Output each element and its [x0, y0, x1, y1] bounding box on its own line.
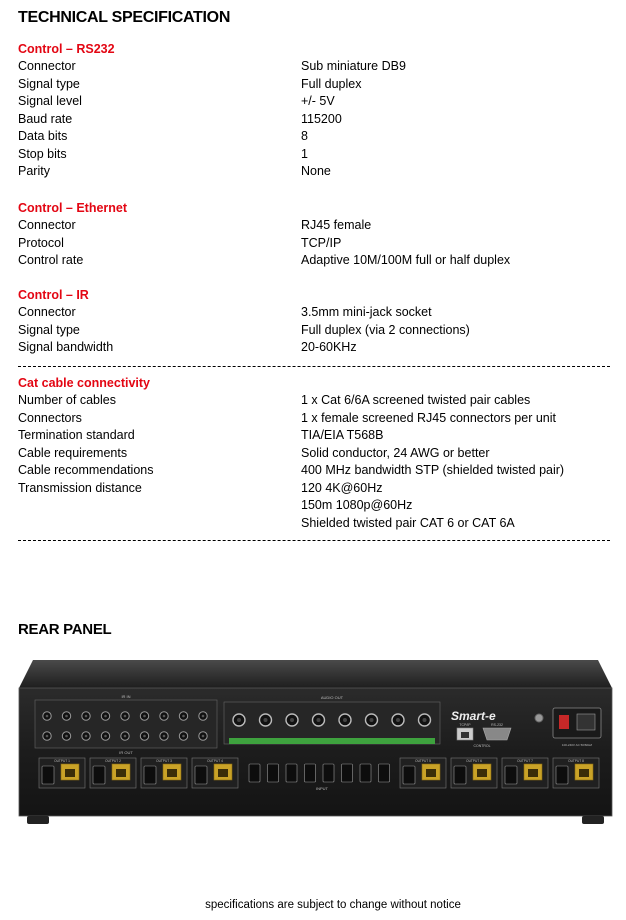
spec-value: Shielded twisted pair CAT 6 or CAT 6A	[301, 515, 515, 530]
hdmi-input-icon	[268, 764, 279, 782]
hdmi-input-icon	[249, 764, 260, 782]
spec-value: Full duplex (via 2 connections)	[301, 322, 470, 337]
rear-panel-title: REAR PANEL	[18, 621, 112, 638]
hdmi-port-icon	[42, 766, 54, 784]
spec-key: Connector	[18, 59, 76, 73]
chassis-top	[19, 660, 612, 688]
section-title: Control – IR	[18, 288, 89, 302]
footer-note: specifications are subject to change without notice	[205, 899, 461, 911]
spec-value: RJ45 female	[301, 218, 372, 232]
section-ethernet	[18, 200, 610, 270]
spec-key: Control rate	[18, 253, 84, 267]
spec-key: Protocol	[18, 235, 64, 250]
output-label: OUTPUT 1	[54, 759, 70, 763]
output-label: OUTPUT 7	[517, 759, 533, 763]
output-label: OUTPUT 5	[415, 759, 431, 763]
ir-panel	[35, 700, 217, 748]
spec-key: Transmission distance	[18, 480, 142, 495]
spec-row	[18, 163, 610, 181]
hdmi-port-icon	[556, 766, 568, 784]
spec-row	[18, 445, 610, 463]
spec-value: Solid conductor, 24 AWG or better	[301, 445, 490, 460]
hdmi-port-icon	[195, 766, 207, 784]
rs232-label: RS-232	[491, 723, 503, 727]
spec-key: Signal level	[18, 94, 82, 108]
spec-row	[18, 322, 610, 340]
spec-key: Data bits	[18, 129, 68, 143]
spec-key: Termination standard	[18, 428, 135, 442]
hdmi-input-icon	[379, 764, 390, 782]
spec-row	[18, 515, 610, 533]
spec-row	[18, 76, 610, 94]
spec-value: None	[301, 164, 331, 178]
hdmi-port-icon	[144, 766, 156, 784]
spec-row	[18, 111, 610, 129]
spec-value: 400 MHz bandwidth STP (shielded twisted pair)	[301, 463, 565, 477]
spec-value: 1 x Cat 6/6A screened twisted pair cables	[301, 393, 531, 407]
divider	[18, 540, 610, 541]
spec-row	[18, 339, 610, 357]
spec-row	[18, 497, 610, 515]
spec-key: Parity	[18, 164, 50, 178]
spec-key: Number of cables	[18, 393, 116, 407]
spec-value: TCP/IP	[301, 235, 342, 250]
spec-value: 8	[301, 129, 308, 143]
brand-logo: Smart-e	[451, 709, 496, 723]
spec-row	[18, 427, 610, 445]
output-label: OUTPUT 8	[568, 759, 584, 763]
section-ir	[18, 287, 610, 357]
rear-panel-image	[17, 658, 614, 828]
spec-row	[18, 410, 610, 428]
hdmi-input-icon	[305, 764, 316, 782]
section-title: Cat cable connectivity	[18, 376, 150, 390]
spec-key: Connector	[18, 305, 76, 319]
hdmi-input-icon	[323, 764, 334, 782]
section-rs232	[18, 41, 610, 181]
spec-value: +/- 5V	[301, 94, 335, 108]
section-title: Control – RS232	[18, 42, 115, 56]
ir-out-label: IR OUT	[119, 750, 133, 755]
spec-key: Baud rate	[18, 111, 73, 126]
spec-row	[18, 58, 610, 76]
section-cat-cable	[18, 375, 610, 532]
spec-key: Connectors	[18, 410, 82, 425]
spec-value: 1 x female screened RJ45 connectors per unit	[301, 410, 556, 425]
power-label: 100-240V AC 50/60HZ	[561, 743, 593, 747]
spec-row	[18, 392, 610, 410]
divider	[18, 366, 610, 367]
output-label: OUTPUT 3	[156, 759, 172, 763]
page-title: TECHNICAL SPECIFICATION	[18, 9, 231, 26]
output-label: OUTPUT 6	[466, 759, 482, 763]
hdmi-port-icon	[93, 766, 105, 784]
spec-row	[18, 93, 610, 111]
spec-key: Cable recommendations	[18, 463, 154, 477]
tcpip-label: TCP/IP	[459, 723, 471, 727]
spec-key: Signal type	[18, 76, 80, 91]
spec-row	[18, 235, 610, 253]
spec-row	[18, 480, 610, 498]
spec-value: 120 4K@60Hz	[301, 480, 383, 495]
spec-key: Cable requirements	[18, 445, 128, 460]
power-switch-icon	[559, 715, 569, 729]
hdmi-port-icon	[454, 766, 466, 784]
input-label: INPUT	[316, 786, 328, 791]
spec-value: Sub miniature DB9	[301, 59, 406, 73]
rs232-port-icon	[483, 728, 511, 740]
spec-row	[18, 252, 610, 270]
spec-key: Connector	[18, 218, 76, 232]
spec-value: Full duplex	[301, 76, 362, 91]
spec-value: 1	[301, 146, 308, 161]
spec-value: Adaptive 10M/100M full or half duplex	[301, 253, 511, 267]
spec-row	[18, 304, 610, 322]
output-label: OUTPUT 2	[105, 759, 121, 763]
spec-value: 150m 1080p@60Hz	[301, 498, 413, 512]
spec-value: 20-60KHz	[301, 340, 357, 354]
spec-row	[18, 146, 610, 164]
hdmi-port-icon	[505, 766, 517, 784]
audio-panel	[224, 702, 440, 744]
section-title: Control – Ethernet	[18, 201, 128, 215]
spec-value: 3.5mm mini-jack socket	[301, 305, 432, 319]
hdmi-input-icon	[360, 764, 371, 782]
spec-row	[18, 462, 610, 480]
spec-value: 115200	[301, 111, 342, 126]
audio-out-label: AUDIO OUT	[320, 695, 344, 700]
spec-row	[18, 217, 610, 235]
hdmi-input-icon	[286, 764, 297, 782]
ir-in-label: IR IN	[121, 694, 131, 699]
terminal-block	[229, 738, 435, 744]
spec-key: Stop bits	[18, 146, 67, 161]
output-label: OUTPUT 4	[207, 759, 223, 763]
hdmi-port-icon	[403, 766, 415, 784]
control-label: CONTROL	[473, 744, 491, 748]
hdmi-input-icon	[342, 764, 353, 782]
spec-row	[18, 128, 610, 146]
spec-key: Signal type	[18, 322, 80, 337]
spec-key: Signal bandwidth	[18, 340, 114, 354]
spec-value: TIA/EIA T568B	[301, 428, 384, 442]
ground-screw-icon	[535, 714, 543, 722]
